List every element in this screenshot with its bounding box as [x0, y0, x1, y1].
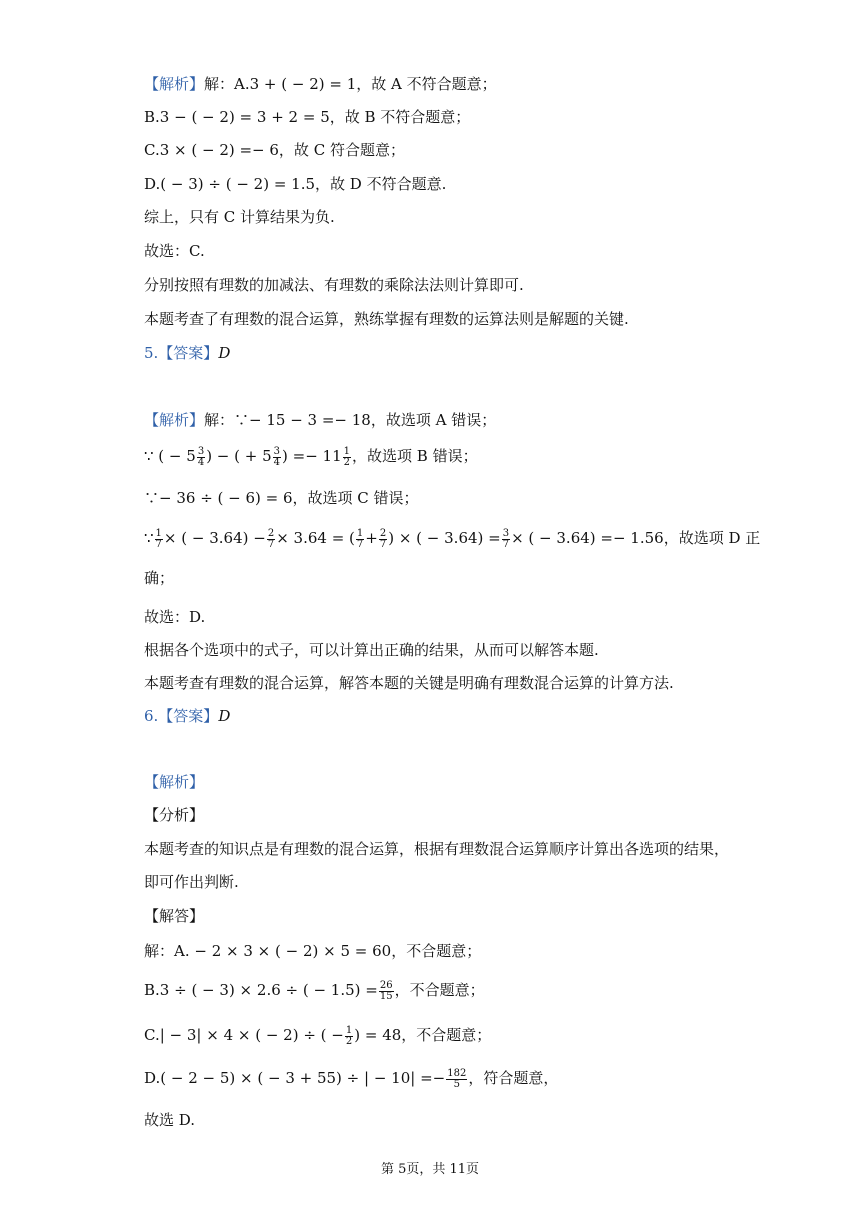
fraction-numerator: 2 — [267, 527, 275, 539]
q6-analysis-tag: 【解析】 — [144, 773, 205, 791]
q6-s4-part-a: D.( − 2 − 5) × ( − 3 + 55) ÷ | − 10| =− — [144, 1069, 446, 1087]
analysis-tag: 【解析】 — [144, 75, 205, 93]
q5-line-4-part-d: + — [365, 529, 378, 547]
q5-line-4-part-e: ) × ( − 3.64) = — [388, 529, 501, 547]
q6-analysis-subtag: 【分析】 — [144, 806, 205, 824]
fraction — [379, 981, 394, 1002]
q6-solution-line-5: 故选 D. — [144, 1111, 196, 1129]
q6-solution-line-3 — [144, 1025, 491, 1047]
q4-line-6: 故选：C. — [144, 242, 205, 260]
fraction-denominator: 2 — [345, 1035, 353, 1047]
q5-line-2-part-a: ∵ ( − 5 — [144, 447, 196, 465]
fraction — [379, 529, 387, 550]
q5-line-6: 故选：D. — [144, 608, 206, 626]
q6-s3-part-b: ) = 48，不合题意； — [354, 1026, 492, 1044]
q6-answer-head: 6.【答案】 — [144, 707, 219, 725]
fraction-numerator: 1 — [343, 445, 351, 457]
q5-line-4-part-a: ∵ — [144, 529, 154, 547]
q6-answer: D — [218, 707, 231, 725]
q5-analysis-line-1 — [144, 410, 496, 430]
fraction — [273, 447, 281, 468]
fraction-denominator: 7 — [155, 538, 162, 550]
q5-line-4-part-f: × ( − 3.64) =− 1.56，故选项 D 正 — [511, 529, 761, 547]
q4-line-8: 本题考查了有理数的混合运算，熟练掌握有理数的运算法则是解题的关键. — [144, 310, 629, 328]
q6-solution-line-4 — [144, 1068, 558, 1090]
fraction-denominator: 7 — [267, 538, 275, 550]
fraction-denominator: 5 — [453, 1078, 460, 1090]
q5-line-2-part-b: ) − ( + 5 — [206, 447, 272, 465]
q5-answer-line — [144, 343, 230, 363]
fraction-numerator: 2 — [379, 527, 387, 539]
q6-solution-tag: 【解答】 — [144, 907, 205, 925]
q6-analysis-line-1: 本题考查的知识点是有理数的混合运算，根据有理数混合运算顺序计算出各选项的结果， — [144, 840, 730, 858]
q4-line-2: B.3 − ( − 2) = 3 + 2 = 5，故 B 不符合题意； — [144, 108, 471, 126]
fraction-denominator: 2 — [343, 456, 351, 468]
q5-line-4-part-b: × ( − 3.64) − — [163, 529, 266, 547]
q5-line-1-text: 解：∵− 15 − 3 =− 18，故选项 A 错误； — [204, 411, 497, 429]
q4-analysis-line-1 — [144, 74, 497, 94]
q4-line-4: D.( − 3) ÷ ( − 2) = 1.5，故 D 不符合题意. — [144, 175, 447, 193]
q5-line-8: 本题考查有理数的混合运算，解答本题的关键是明确有理数混合运算的计算方法. — [144, 674, 674, 692]
q6-answer-line — [144, 706, 230, 726]
fraction — [343, 447, 351, 468]
fraction-numerator: 26 — [379, 979, 393, 991]
q5-answer: D — [218, 344, 231, 362]
fraction — [197, 447, 205, 468]
fraction — [345, 1026, 353, 1047]
q6-s2-part-b: ，不合题意； — [394, 981, 485, 999]
fraction-denominator: 7 — [356, 538, 364, 550]
fraction — [267, 529, 275, 550]
page-footer: 第 5页，共 11页 — [380, 1162, 480, 1177]
fraction — [155, 529, 163, 550]
q5-line-7: 根据各个选项中的式子，可以计算出正确的结果，从而可以解答本题. — [144, 641, 599, 659]
q5-line-4 — [144, 528, 760, 550]
fraction-numerator: 3 — [197, 445, 205, 457]
q4-line-7: 分别按照有理数的加减法、有理数的乘除法法则计算即可. — [144, 276, 524, 294]
q6-s3-part-a: C.| − 3| × 4 × ( − 2) ÷ ( − — [144, 1026, 344, 1044]
q5-line-2-part-c: ) =− 11 — [282, 447, 342, 465]
fraction-numerator: 1 — [155, 527, 162, 539]
fraction-numerator: 3 — [502, 527, 510, 539]
fraction-denominator: 4 — [273, 456, 281, 468]
q6-s4-part-b: ，符合题意， — [468, 1069, 559, 1087]
q6-solution-line-2 — [144, 980, 485, 1002]
q4-line-5: 综上，只有 C 计算结果为负. — [144, 208, 335, 226]
fraction — [356, 529, 364, 550]
q6-analysis-line-2: 即可作出判断. — [144, 873, 239, 891]
q5-line-5: 确； — [144, 569, 175, 587]
fraction-numerator: 3 — [273, 445, 281, 457]
q5-line-4-part-c: × 3.64 = ( — [276, 529, 355, 547]
fraction-denominator: 4 — [197, 456, 205, 468]
q5-line-2-part-d: ，故选项 B 错误； — [352, 447, 478, 465]
fraction-denominator: 7 — [502, 538, 510, 550]
q4-line-3: C.3 × ( − 2) =− 6，故 C 符合题意； — [144, 141, 405, 159]
q6-s2-part-a: B.3 ÷ ( − 3) × 2.6 ÷ ( − 1.5) = — [144, 981, 378, 999]
fraction — [446, 1069, 467, 1090]
q6-solution-line-1: 解：A. − 2 × 3 × ( − 2) × 5 = 60，不合题意； — [144, 942, 482, 960]
fraction-numerator: 182 — [447, 1067, 467, 1079]
q5-answer-head: 5.【答案】 — [144, 344, 219, 362]
q5-analysis-tag: 【解析】 — [144, 411, 205, 429]
fraction-denominator: 7 — [379, 538, 387, 550]
q5-line-3: ∵− 36 ÷ ( − 6) = 6，故选项 C 错误； — [144, 489, 419, 507]
q5-line-2 — [144, 446, 478, 468]
fraction-numerator: 1 — [345, 1024, 353, 1036]
fraction — [502, 529, 510, 550]
fraction-numerator: 1 — [356, 527, 364, 539]
q4-line-1-text: 解：A.3 + ( − 2) = 1，故 A 不符合题意； — [204, 75, 497, 93]
fraction-denominator: 15 — [379, 990, 393, 1002]
